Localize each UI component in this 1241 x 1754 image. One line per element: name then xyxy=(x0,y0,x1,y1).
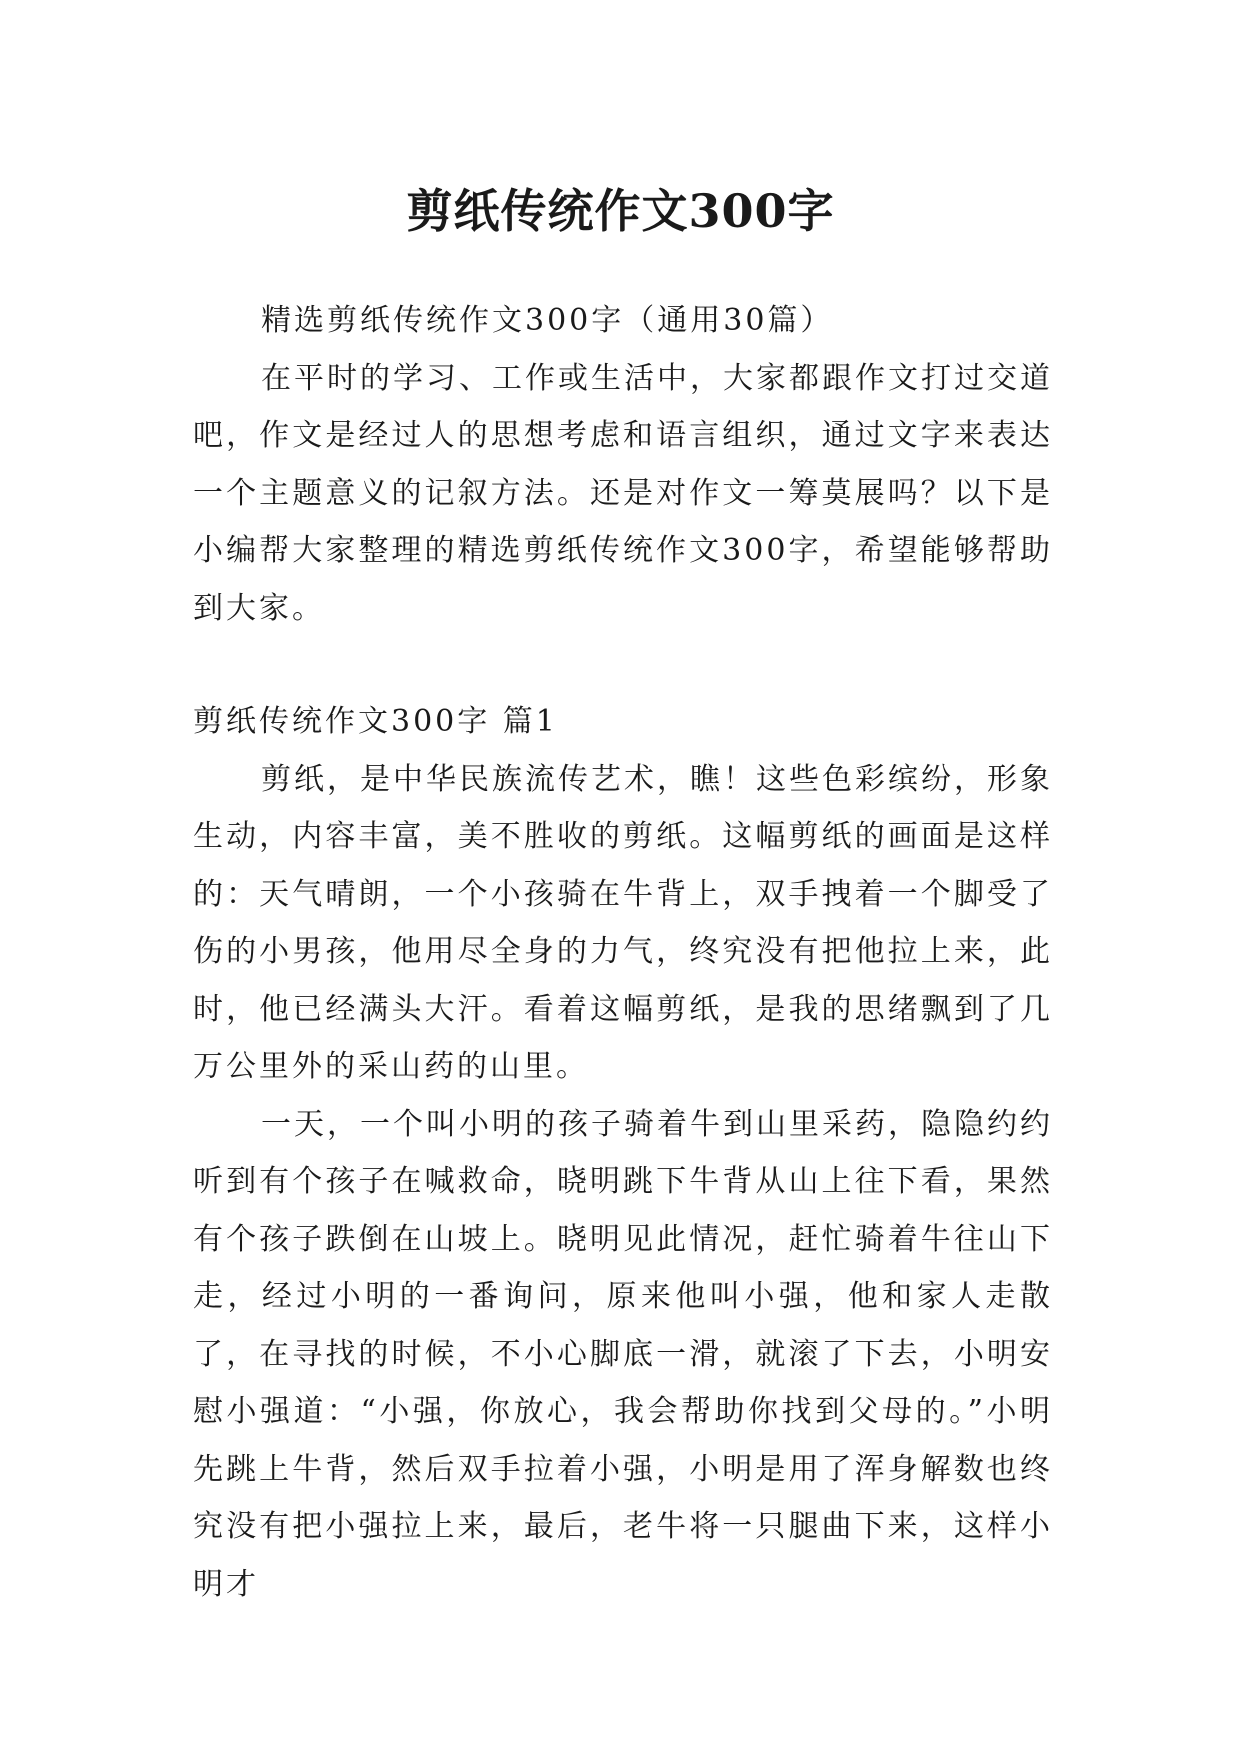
document-body xyxy=(193,292,1053,1613)
section-heading: 剪纸传统作文300字 篇1 xyxy=(193,704,558,739)
intro-paragraph: 在平时的学习、工作或生活中，大家都跟作文打过交道吧，作文是经过人的思想考虑和语言组织，通过文字来表达一个主题意义的记叙方法。还是对作文一筹莫展吗？以下是小编帮大家整理的精选剪纸传统作文300字，希望能够帮助到大家。 xyxy=(193,360,1053,626)
body-paragraph: 剪纸，是中华民族流传艺术，瞧！这些色彩缤纷，形象生动，内容丰富，美不胜收的剪纸。这幅剪纸的画面是这样的：天气晴朗，一个小孩骑在牛背上，双手拽着一个脚受了伤的小男孩，他用尽全身的力气，终究没有把他拉上来，此时，他已经满头大汗。看着这幅剪纸，是我的思绪飘到了几万公里外的采山药的山里。 xyxy=(193,761,1053,1084)
page-title: 剪纸传统作文300字 xyxy=(406,183,835,238)
body-paragraph: 一天，一个叫小明的孩子骑着牛到山里采药，隐隐约约听到有个孩子在喊救命，晓明跳下牛背从山上往下看，果然有个孩子跌倒在山坡上。晓明见此情况，赶忙骑着牛往山下走，经过小明的一番询问，原来他叫小强，他和家人走散了，在寻找的时候，不小心脚底一滑，就滚了下去，小明安慰小强道：“小强，你放心，我会帮助你找到父母的。”小明先跳上牛背，然后双手拉着小强，小明是用了浑身解数也终究没有把小强拉上来，最后，老牛将一只腿曲下来，这样小明才 xyxy=(193,1106,1053,1602)
subtitle: 精选剪纸传统作文300字（通用30篇） xyxy=(261,303,834,338)
